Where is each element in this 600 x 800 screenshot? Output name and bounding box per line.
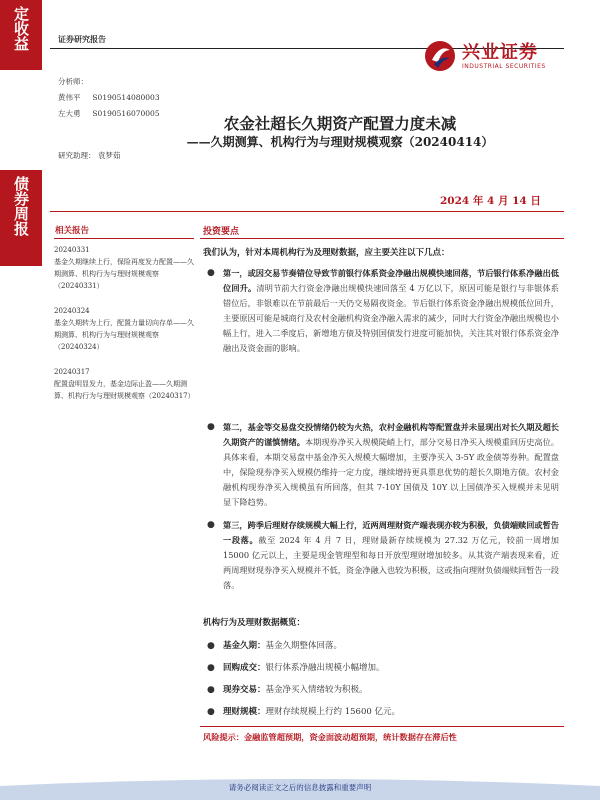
key-point-body: 截至 2024 年 4 月 7 日，理财最新存续规模为 27.32 万亿元，较前一周增加 15000 亿元以上，主要是现金管理型和每日开放型理财增加较多。从其资产端表现来看，近两周理财现券净买入规模并不低，资金净融入也较为积极，这或指向理财负债端赎回暂告一段落。 <box>223 535 559 590</box>
key-point-lead: 第一，或因交易节奏错位导致节前银行体系资金净融出规模快速回落，节后银行体系净融出低位回升。 <box>223 268 559 293</box>
date-divider <box>50 211 564 212</box>
overview-value: 基金久期整体回落。 <box>265 641 343 651</box>
overview-key: 理财规模： <box>223 707 266 717</box>
key-point-lead: 第二，基金等交易盘交投情绪仍较为火热，农村金融机构等配置盘并未显现出对长久期及超长久期资产的谨慎情绪。 <box>223 422 559 447</box>
report-title: 农金社超长久期资产配置力度未减 <box>223 114 457 133</box>
related-report[interactable] <box>54 244 194 292</box>
bullet-icon: ● <box>207 268 215 278</box>
key-point-body: 本期现券净买入规模陡峭上行，部分交易日净买入规模重回历史高位。具体来看，本期交易盘中基金净买入规模大幅增加，主要净买入 3-5Y 政金债等券种。配置盘中，保险现券净买入规模仍维持一定力度，继续增持更具票息优势的超长久期地方债。农村金融机构现券净买入规模虽有所回落，但其 7-10Y 国债及 10Y 以上国债净买入规模并未见明显下降趋势。 <box>223 437 559 507</box>
key-point <box>203 518 559 593</box>
analyst-row <box>58 92 160 103</box>
overview-value: 理财存续规模上行约 15600 亿元。 <box>265 707 400 717</box>
overview-key: 现券交易： <box>223 685 266 695</box>
bullet-icon: ● <box>207 685 215 695</box>
bullet-icon: ● <box>207 422 215 432</box>
overview-key: 回购成交： <box>223 663 266 673</box>
overview-heading: 机构行为及理财数据概览： <box>203 618 306 628</box>
report-date: 2024 年 4 月 14 日 <box>440 195 541 207</box>
overview-item <box>203 640 559 662</box>
overview-item <box>203 684 559 706</box>
risk-divider <box>200 726 564 727</box>
report-subtitle: ——久期测算、机构行为与理财规模观察（20240414） <box>186 135 494 149</box>
related-report-title: 配置盘明显发力，基金边际止盈——久期测算、机构行为与理财规模观察（20240317） <box>54 380 195 400</box>
key-point-lead: 第三，跨季后理财存续规模大幅上行，近两周理财资产端表现亦较为积极，负债端赎回或暂告一段落。 <box>223 520 559 545</box>
related-report-title: 基金久期转为上行，配置力量切向存单——久期测算、机构行为与理财规模观察（20240324） <box>54 319 194 351</box>
logo-name: 兴业证券 <box>462 42 538 63</box>
related-reports-heading: 相关报告 <box>55 226 90 236</box>
analyst-name: 左大勇 <box>58 109 81 118</box>
logo-mark-icon <box>424 40 456 72</box>
bullet-icon: ● <box>207 520 215 530</box>
bullet-icon: ● <box>207 641 215 651</box>
analyst-id: S0190514080003 <box>92 93 160 102</box>
report-type-tag: 债券周报 <box>0 170 42 266</box>
assistant-label: 研究助理： <box>58 151 96 160</box>
category-tag: 定收益 <box>0 0 42 70</box>
assistant-row <box>58 150 120 161</box>
overview-item <box>203 662 559 684</box>
related-report[interactable] <box>54 305 194 353</box>
company-logo <box>424 38 584 74</box>
key-point-body: 清明节前大行资金净融出规模快速回落至 4 万亿以下，原因可能是银行与非银体系错位后，非银难以在节前最后一天仍交易隔夜资金。节后银行体系资金净融出规模低位回升，主要原因可能是城商行及农村金融机构资金净融入需求的减少，同时大行资金净融出规模也小幅上行，进入二季度后，新增地方债及特别国债发行进度可能加快，关注其对银行体系资金净融出及资金面的影响。 <box>223 283 559 353</box>
doc-type-label: 证券研究报告 <box>58 35 106 44</box>
analyst-label: 分析师： <box>58 77 88 86</box>
related-report-date: 20240317 <box>54 368 90 376</box>
overview-value: 基金净买入情绪较为积极。 <box>265 685 368 695</box>
assistant-name: 袁梦茹 <box>97 151 121 160</box>
related-report[interactable] <box>54 366 194 402</box>
key-point <box>203 266 559 356</box>
overview-key: 基金久期： <box>223 641 266 651</box>
main-divider <box>200 238 564 239</box>
logo-name-en: INDUSTRIAL SECURITIES <box>462 63 546 70</box>
overview-list <box>203 640 559 728</box>
bullet-icon: ● <box>207 663 215 673</box>
analyst-id: S0190516070005 <box>92 109 160 118</box>
overview-value: 银行体系净融出规模小幅增加。 <box>265 663 385 673</box>
key-points-heading: 投资要点 <box>203 227 240 237</box>
analyst-name: 黄伟平 <box>58 93 81 102</box>
bullet-icon: ● <box>207 707 215 717</box>
intro-text: 我们认为，针对本周机构行为及理财数据，应主要关注以下几点： <box>203 248 450 258</box>
key-point <box>203 420 559 510</box>
related-report-title: 基金久期继续上行，保险再度发力配置——久期测算、机构行为与理财规模观察（20240331） <box>54 258 194 290</box>
footer-disclaimer: 请务必阅读正文之后的信息披露和重要声明 <box>228 783 372 792</box>
related-report-date: 20240331 <box>54 246 90 254</box>
overview-item <box>203 706 559 728</box>
sidebar-divider <box>54 238 194 239</box>
related-report-date: 20240324 <box>54 307 90 315</box>
risk-warning: 风险提示：金融监管超预期，资金面波动超预期，统计数据存在滞后性 <box>203 732 457 742</box>
